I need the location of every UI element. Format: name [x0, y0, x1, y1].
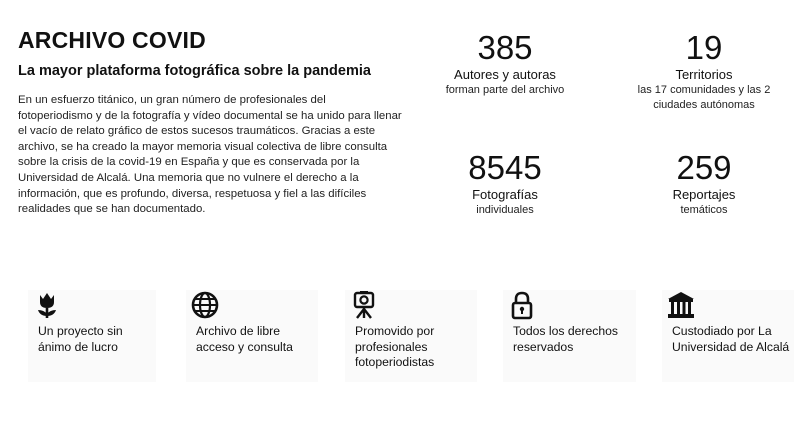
feature-text: Promovido por profesionales fotoperiodistas: [355, 324, 435, 370]
stat-sublabel: forman parte del archivo: [445, 84, 565, 96]
feature-text: Todos los derechos reservados: [513, 324, 619, 354]
intro-paragraph: En un esfuerzo titánico, un gran número de profesionales del fotoperiodismo y de la fotografía y vídeo documental se ha unido para llenar el vacío de relato gráfico de estos sucesos traumáticos. Gracias a este archivo, se ha creado la mayor memoria visual colectiva de libre consulta sobre la crisis de la covid-19 en España y que es conservada por la Universidad de Alcalá. Una memoria que no vulnere el derecho a la información, que es profundo, diversa, respetuosa y fiel a las difíciles realidades que se han documentado.: [18, 94, 402, 216]
stat-sublabel: individuales: [476, 204, 534, 216]
flower-icon: [32, 290, 62, 320]
feature-open-access: [186, 290, 318, 382]
stat-photographs: [405, 150, 605, 218]
feature-text: Un proyecto sin ánimo de lucro: [38, 324, 123, 354]
stat-authors: [405, 30, 605, 98]
stat-sublabel: las 17 comunidades y las 2 ciudades autónomas: [637, 84, 771, 111]
university-icon: [666, 290, 696, 320]
stat-label: Reportajes: [672, 187, 736, 202]
feature-custody: [662, 290, 794, 382]
feature-rights-reserved: [503, 290, 636, 382]
stat-label: Autores y autoras: [454, 67, 556, 82]
lock-icon: [507, 290, 537, 320]
stat-number: 8545: [468, 149, 542, 186]
camera-tripod-icon: [349, 290, 379, 320]
intro-section: [18, 26, 403, 218]
stat-number: 385: [477, 29, 533, 66]
stat-territories: [604, 30, 800, 113]
feature-professionals: [345, 290, 477, 382]
page-subtitle: La mayor plataforma fotográfica sobre la pandemia: [18, 63, 371, 79]
stat-label: Territorios: [675, 67, 733, 82]
stat-number: 259: [676, 149, 732, 186]
stat-reports: [604, 150, 800, 218]
feature-nonprofit: [28, 290, 156, 382]
stat-number: 19: [685, 29, 723, 66]
feature-text: Archivo de libre acceso y consulta: [196, 324, 293, 354]
globe-icon: [190, 290, 220, 320]
stat-label: Fotografías: [472, 187, 538, 202]
stat-sublabel: temáticos: [680, 204, 728, 216]
page-title: ARCHIVO COVID: [18, 27, 206, 53]
feature-text: Custodiado por La Universidad de Alcalá: [672, 324, 790, 354]
